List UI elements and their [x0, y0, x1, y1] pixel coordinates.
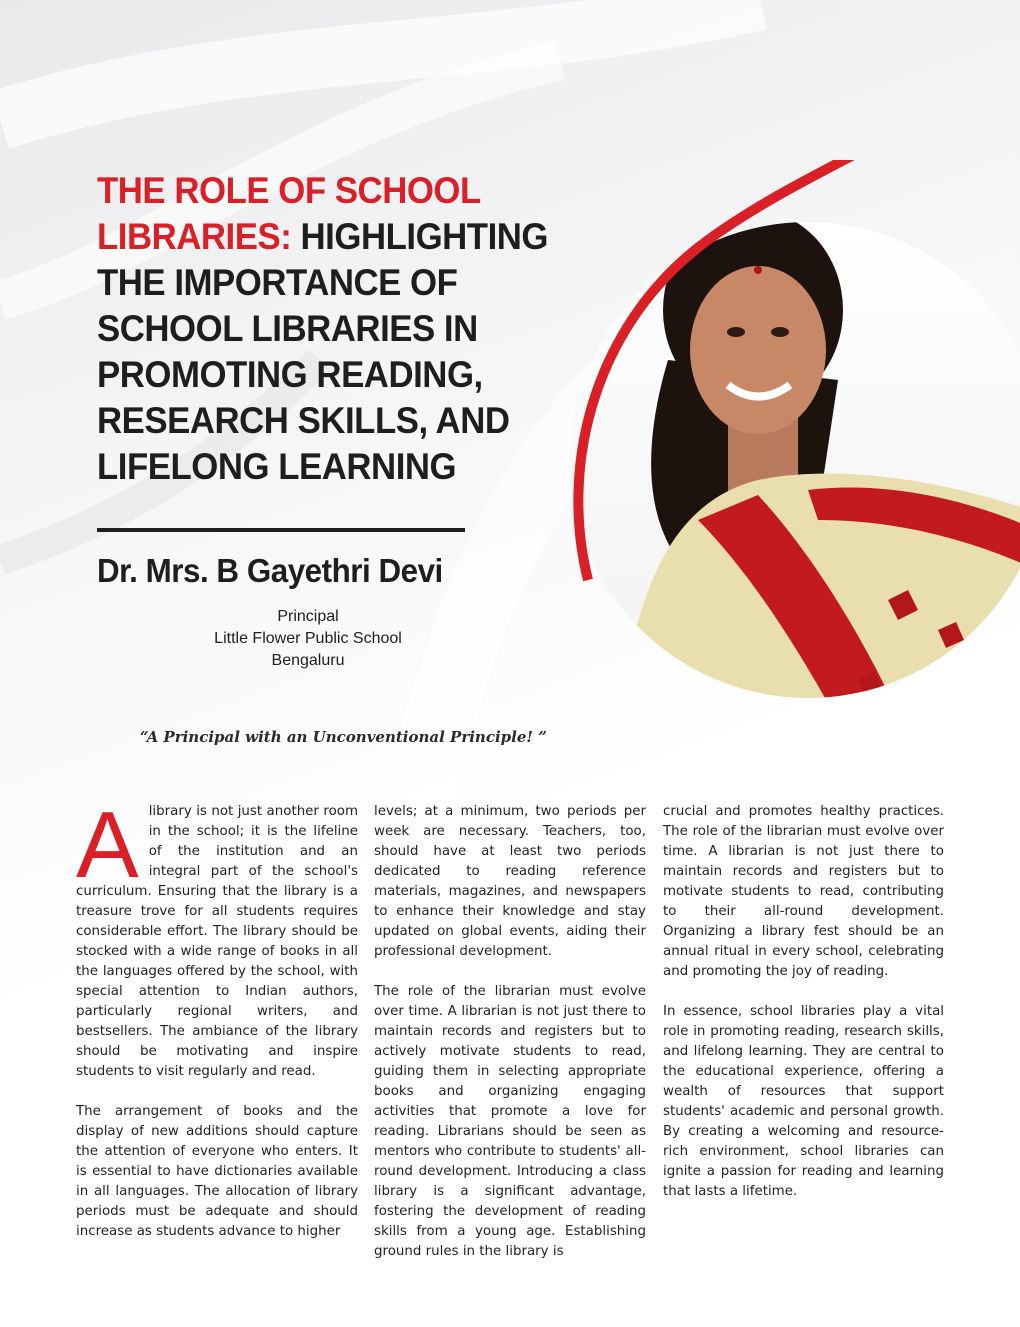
body-column-1: [76, 792, 358, 1262]
author-school: Little Flower Public School: [214, 630, 402, 647]
author-city: Bengaluru: [271, 652, 345, 669]
pull-quote: “A Principal with an Unconventional Principle! ”: [140, 728, 547, 746]
paragraph-text: library is not just another room in the school; it is the lifeline of the institution and an integral part of the school's curriculum. Ensuring that the library is a treasure trove for all students requires considerable effort. The library should be stocked with a wide range of books in all the languages offered by the school, with special attention to Indian authors, particularly regional writers, and bestsellers. The ambiance of the library should be motivating and inspire students to visit regularly and read.: [76, 804, 358, 1079]
author-photo: [558, 160, 1020, 760]
author-affiliation: [150, 606, 466, 672]
body-column-3: [663, 802, 944, 1222]
paragraph: The role of the librarian must evolve over time. A librarian is not just there to maintain records and registers but to actively motivate students to read, guiding them in selecting appropriate books and organizing engaging activities that promote a love for reading. Librarians should be seen as mentors who contribute to students' all-round development. Introducing a class library is a significant advantage, fostering the development of reading skills from a young age. Establishing ground rules in the library is: [374, 984, 646, 1259]
body-column-2: [374, 802, 646, 1282]
paragraph: levels; at a minimum, two periods per week are necessary. Teachers, too, should have at least two periods dedicated to reading reference materials, magazines, and newspapers to enhance their knowledge and stay updated on global events, aiding their professional development.: [374, 804, 646, 959]
author-name: Dr. Mrs. B Gayethri Devi: [97, 552, 443, 589]
article-title: [97, 168, 567, 490]
author-role: Principal: [277, 608, 339, 625]
paragraph: In essence, school libraries play a vital role in promoting reading, research skills, and lifelong learning. They are central to the educational experience, offering a wealth of resources that support students' academic and personal growth. By creating a welcoming and resource-rich environment, school libraries can ignite a passion for reading and learning that lasts a lifetime.: [663, 1004, 944, 1199]
paragraph: The arrangement of books and the display of new additions should capture the attention of everyone who enters. It is essential to have dictionaries available in all languages. The allocation of library periods must be adequate and should increase as students advance to higher: [76, 1104, 358, 1239]
title-highlight: THE ROLE OF SCHOOL LIBRARIES:: [97, 170, 481, 257]
title-main: HIGHLIGHTING THE IMPORTANCE OF SCHOOL LIBRARIES IN PROMOTING READING, RESEARCH SKILLS, AND LIFELONG LEARNING: [97, 216, 548, 487]
drop-cap: A: [76, 792, 139, 897]
title-divider: [97, 528, 465, 532]
paragraph: crucial and promotes healthy practices. The role of the librarian must evolve over time. A librarian is not just there to maintain records and registers but to motivate students to read, contributing to their all-round development. Organizing a library fest should be an annual ritual in every school, celebrating and promoting the joy of reading.: [663, 804, 944, 979]
paragraph: [76, 792, 358, 1082]
